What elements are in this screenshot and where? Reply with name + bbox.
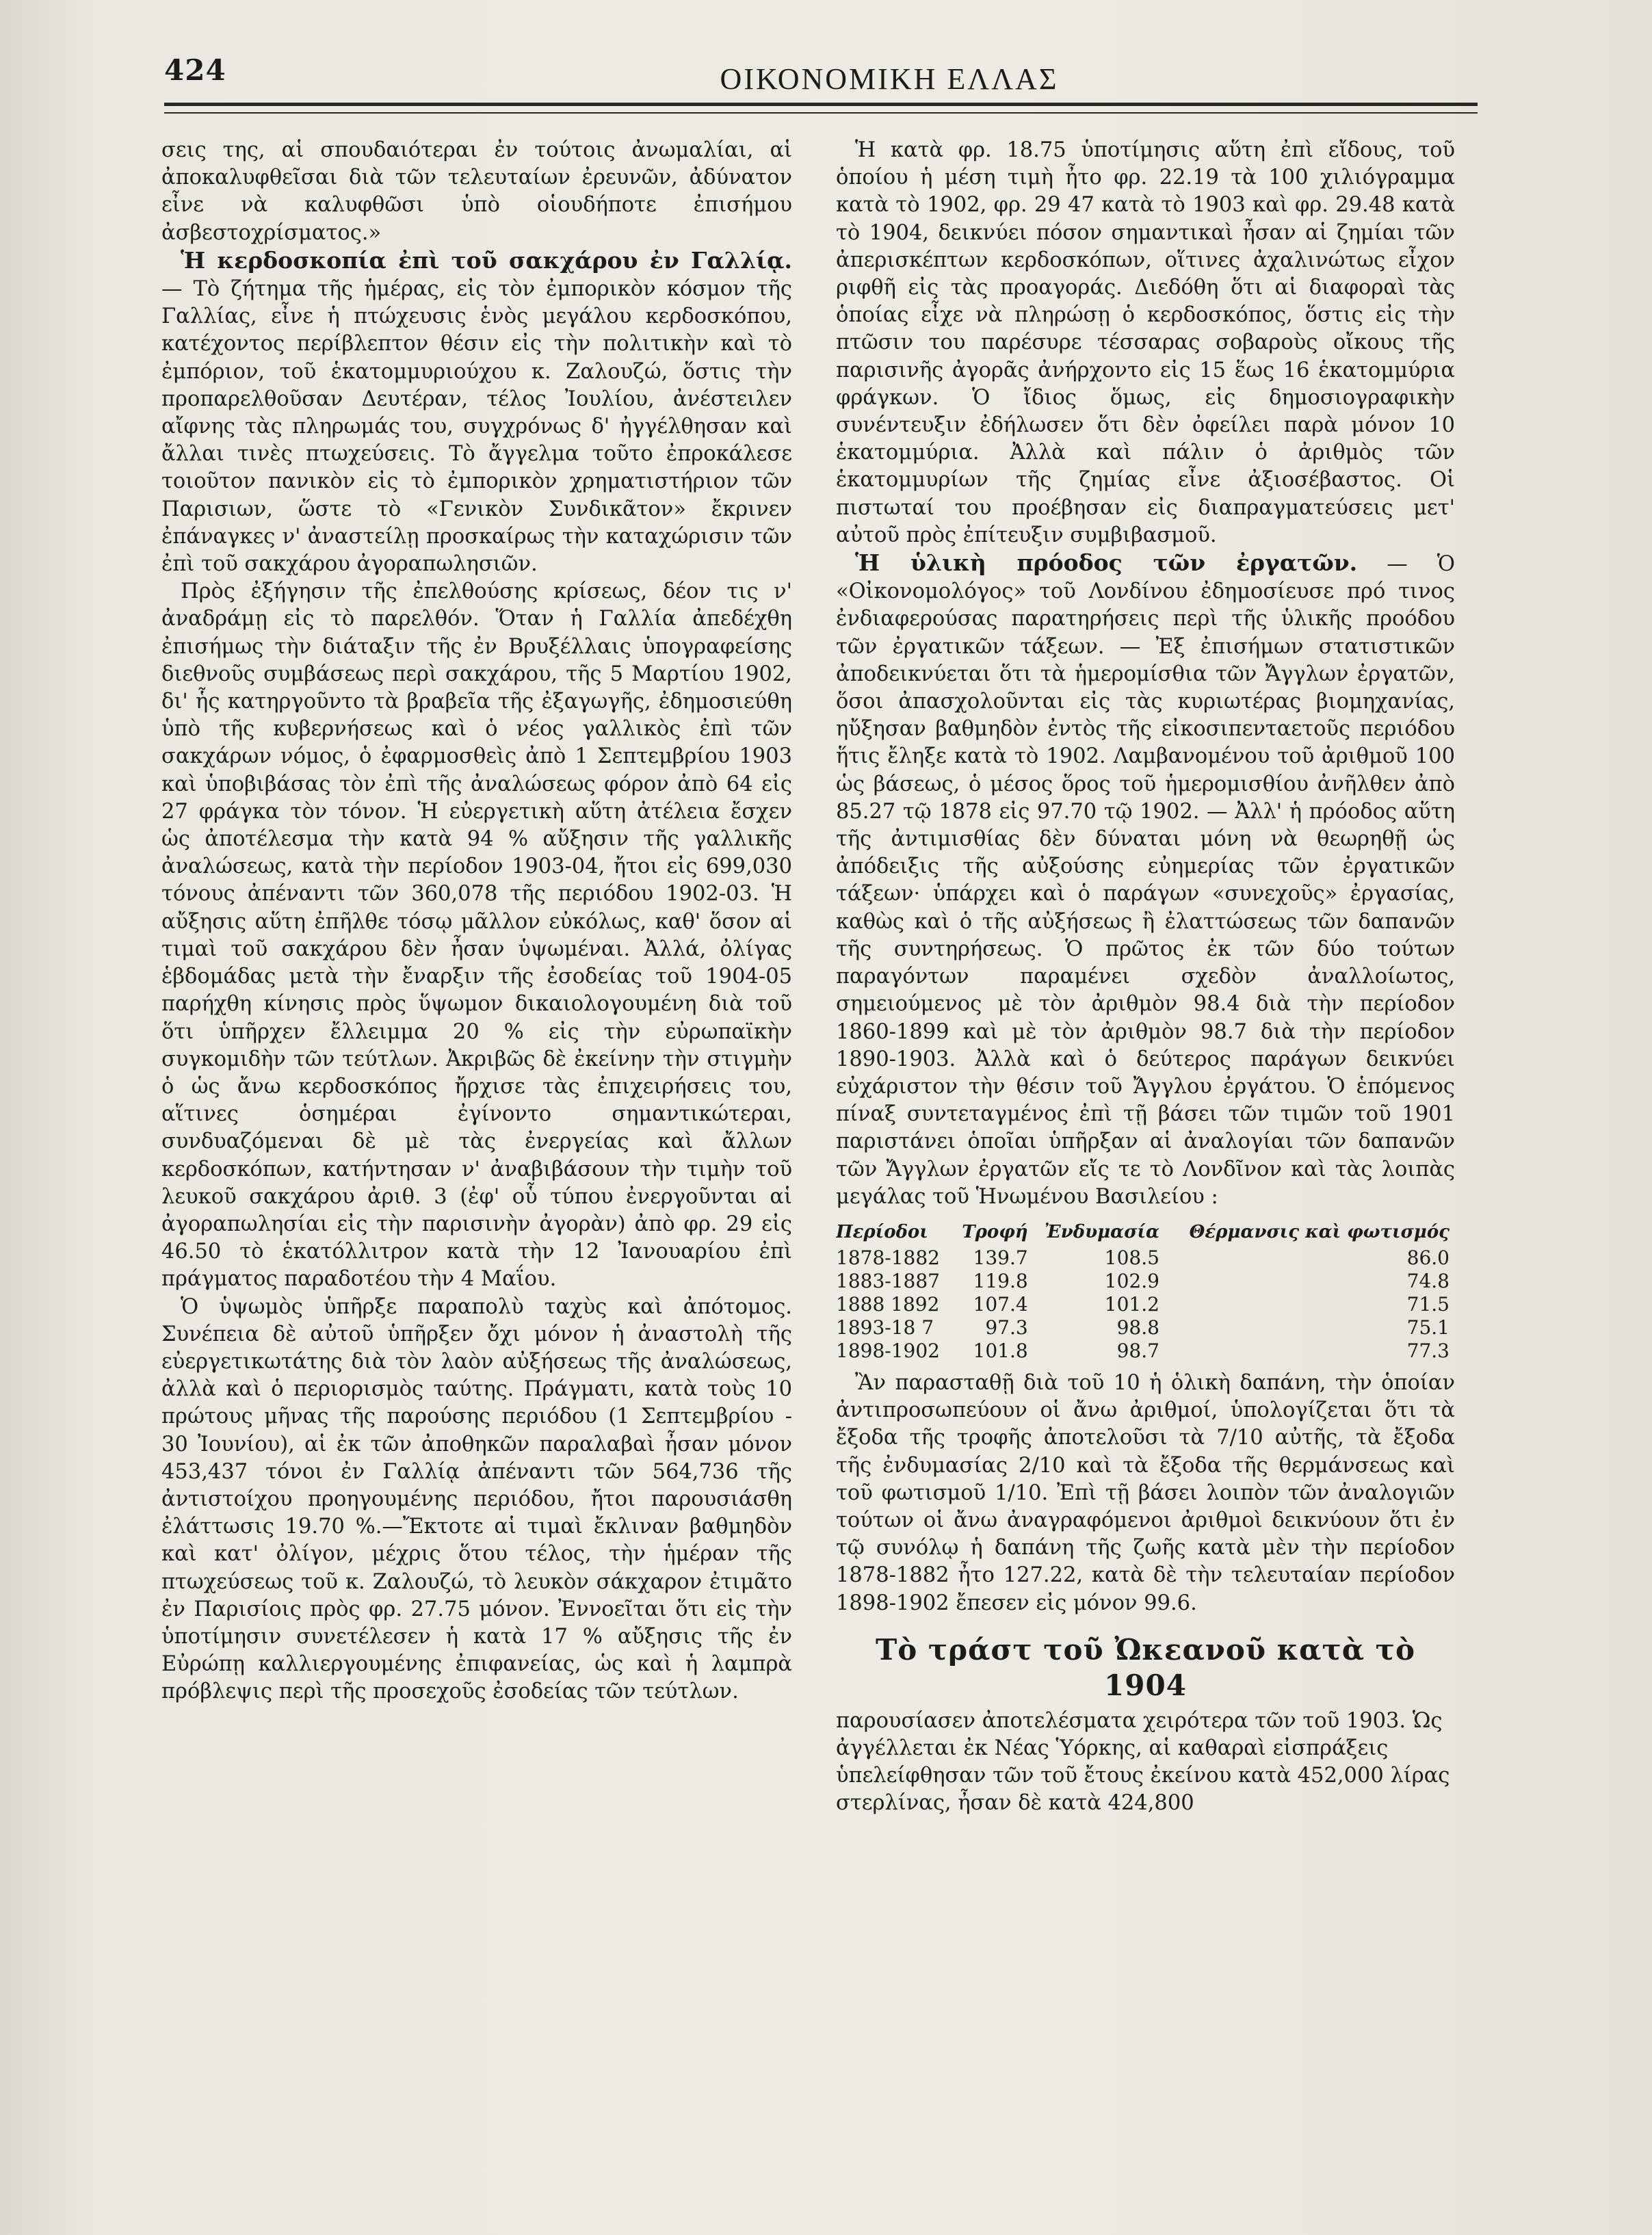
paragraph-text: — Τὸ ζήτημα τῆς ἡμέρας, εἰς τὸν ἐμπορικὸν κόσμον τῆς Γαλλίας, εἶνε ἡ πτώχευσις ἑνὸς μεγάλου κερδοσκόπου, κατέχοντος περίβλεπτον θέσιν εἰς τὴν πολιτικὴν καὶ τὸ ἐμπόριον, τοῦ ἑκατομμυριούχου κ. Ζαλουζώ, ὅστις τὴν προπαρελθοῦσαν Δευτέραν, τέλος Ἰουλίου, ἀνέστειλεν αἴφνης τὰς πληρωμάς του, συγχρόνως δ' ἠγγέλθησαν καὶ ἄλλαι τινὲς πτωχεύσεις. Τὸ ἄγγελμα τοῦτο ἐπροκάλεσε τοιοῦτον πανικὸν εἰς τὸ ἐμπορικὸν χρηματιστήριον τῶν Παρισιων, ὥστε τὸ «Γενικὸν Συνδικᾶτον» ἔκρινεν ἐπάναγκες ν' ἀναστείλῃ προσκαίρως τὴν καταχώρισιν τῶν ἐπὶ τοῦ σακχάρου ἀγοραπωλησιῶν. bbox=[161, 277, 792, 577]
right-column bbox=[836, 137, 1455, 2169]
table-row bbox=[836, 1246, 1455, 1270]
table-cell: 1883-1887 bbox=[836, 1269, 940, 1292]
table-cell: 1878-1882 bbox=[836, 1246, 940, 1269]
header-rule-thick bbox=[164, 103, 1478, 106]
table-row bbox=[836, 1293, 1455, 1316]
running-title: ΟΙΚΟΝΟΜΙΚΗ ΕΛΛΑΣ bbox=[720, 62, 1059, 96]
paragraph-text: — Ὁ «Οἰκονομολόγος» τοῦ Λονδίνου ἐδημοσίευσε πρό τινος ἐνδιαφερούσας παρατηρήσεις περὶ τῆς ὑλικῆς προόδου τῶν ἐργατικῶν τάξεων. — Ἐξ ἐπισήμων στατιστικῶν ἀποδεικνύεται ὅτι τὰ ἡμερομίσθια τῶν Ἄγγλων ἐργατῶν, ὅσοι ἀπασχολοῦνται εἰς τὰς κυριωτέρας βιομηχανίας, ηὔξησαν βαθμηδὸν ἐντὸς τῆς εἰκοσιπενταετοῦς περιόδου ἥτις ἔληξε κατὰ τὸ 1902. Λαμβανομένου τοῦ ἀριθμοῦ 100 ὡς βάσεως, ὁ μέσος ὅρος τοῦ ἡμερομισθίου ἀνῆλθεν ἀπὸ 85.27 τῷ 1878 εἰς 97.70 τῷ 1902. — Ἀλλ' ἡ πρόοδος αὕτη τῆς ἀντιμισθίας δὲν δύναται μόνη νὰ θεωρηθῇ ὡς ἀπόδειξις τῆς αὐξούσης εὐημερίας τῶν ἐργατικῶν τάξεων· ὑπάρχει καὶ ὁ παράγων «συνεχοῦς» ἐργασίας, καθὼς καὶ ὁ τῆς αὐξήσεως ἢ ἐλαττώσεως τῶν δαπανῶν τῆς συντηρήσεως. Ὁ πρῶτος ἐκ τῶν δύο τούτων παραγόντων παραμένει σχεδὸν ἀναλλοίωτος, σημειούμενος μὲ τὸν ἀριθμὸν 98.4 διὰ τὴν περίοδον 1860-1899 καὶ μὲ τὸν ἀριθμὸν 98.7 διὰ τὴν περίοδον 1890-1903. Ἀλλὰ καὶ ὁ δεύτερος παράγων δεικνύει εὐχάριστον τὴν θέσιν τοῦ Ἄγγλου ἐργάτου. Ὁ ἑπόμενος πίναξ συντεταγμένος ἐπὶ τῇ βάσει τῶν τιμῶν τοῦ 1901 παριστάνει ὁποῖαι ὑπῆρξαν αἱ ἀναλογίαι τῶν δαπανῶν τῶν Ἄγγλων ἐργατῶν εἴς τε τὸ Λονδῖνον καὶ τὰς λοιπὰς μεγάλας τοῦ Ἡνωμένου Βασιλείου : bbox=[836, 552, 1455, 1209]
table-cell: 71.5 bbox=[1406, 1292, 1450, 1316]
page-header bbox=[164, 53, 1478, 108]
table-header-cell: Τροφή bbox=[962, 1221, 1028, 1242]
table-row bbox=[836, 1270, 1455, 1293]
table-cell: 139.7 bbox=[973, 1246, 1028, 1269]
left-column bbox=[161, 137, 792, 2169]
table-cell: 97.3 bbox=[985, 1316, 1028, 1339]
paragraph: σεις της, αἱ σπουδαιότεραι ἐν τούτοις ἀνωμαλίαι, αἱ ἀποκαλυφθεῖσαι διὰ τῶν τελευταίων ἐρευνῶν, ἀδύνατον εἶνε νὰ καλυφθῶσι ὑπὸ οἱουδήποτε ἐπισήμου ἀσβεστοχρίσματος.» bbox=[161, 138, 792, 245]
table-cell: 86.0 bbox=[1406, 1246, 1450, 1269]
table-header-cell: Περίοδοι bbox=[836, 1221, 928, 1242]
table-cell: 98.7 bbox=[1116, 1339, 1159, 1362]
expenses-table bbox=[836, 1220, 1455, 1363]
paragraph: παρουσίασεν ἀποτελέσματα χειρότερα τῶν τοῦ 1903. Ὡς ἀγγέλλεται ἐκ Νέας Ὑόρκης, αἱ καθαραὶ εἰσπράξεις ὑπελείφθησαν τῶν τοῦ ἔτους ἐκείνου κατὰ 452,000 λίρας στερλίνας, ἦσαν δὲ κατὰ 424,800 bbox=[836, 1708, 1450, 1816]
section-heading: Ἡ κερδοσκοπία ἐπὶ τοῦ σακχάρου ἐν Γαλλίᾳ. bbox=[181, 246, 792, 274]
section-heading: Ἡ ὑλικὴ πρόοδος τῶν ἐργατῶν. bbox=[855, 549, 1358, 577]
header-rule-thin bbox=[164, 112, 1478, 114]
table-row bbox=[836, 1339, 1455, 1363]
table-cell: 108.5 bbox=[1104, 1246, 1159, 1269]
table-cell: 119.8 bbox=[973, 1269, 1028, 1292]
section-paragraph bbox=[161, 247, 792, 578]
section-paragraph bbox=[836, 549, 1455, 1211]
table-cell: 101.2 bbox=[1104, 1292, 1159, 1316]
table-cell: 1888 1892 bbox=[836, 1292, 940, 1316]
page-number: 424 bbox=[164, 53, 226, 87]
table-cell: 1898-1902 bbox=[836, 1339, 940, 1362]
paragraph: Πρὸς ἐξήγησιν τῆς ἐπελθούσης κρίσεως, δέον τις ν' ἀναδράμῃ εἰς τὸ παρελθόν. Ὅταν ἡ Γαλλία ἀπεδέχθη ἐπισήμως τὴν διάταξιν τῆς ἐν Βρυξέλλαις ὑπογραφείσης διεθνοῦς συμβάσεως περὶ σακχάρου, τῆς 5 Μαρτίου 1902, δι' ἧς κατηργοῦντο τὰ βραβεῖα τῆς ἐξαγωγῆς, ἐδημοσιεύθη ὑπὸ τῆς κυβερνήσεως καὶ ὁ νέος γαλλικὸς ἐπὶ τῶν σακχάρων νόμος, ὁ ἐφαρμοσθεὶς ἀπὸ 1 Σεπτεμβρίου 1903 καὶ ὑποβιβάσας τὸν ἐπὶ τῆς ἀναλώσεως φόρον ἀπὸ 64 εἰς 27 φράγκα τὸν τόνον. Ἡ εὐεργετικὴ αὕτη ἀτέλεια ἔσχεν ὡς ἀποτέλεσμα τὴν κατὰ 94 % αὔξησιν τῆς γαλλικῆς ἀναλώσεως, κατὰ τὴν περίοδον 1903-04, ἤτοι εἰς 699,030 τόνους ἀπέναντι τῶν 360,078 τῆς περιόδου 1902-03. Ἡ αὔξησις αὕτη ἐπῆλθε τόσῳ μᾶλλον εὐκόλως, καθ' ὅσον αἱ τιμαὶ τοῦ σακχάρου δὲν ἦσαν ὑψωμέναι. Ἀλλά, ὀλίγας ἑβδομάδας μετὰ τὴν ἔναρξιν τῆς ἐσοδείας τοῦ 1904-05 παρήχθη κίνησις πρὸς ὕψωμον δικαιολογουμένη διὰ τοῦ ὅτι ὑπῆρχεν ἔλλειμμα 20 % εἰς τὴν εὐρωπαϊκὴν συγκομιδὴν τῶν τεύτλων. Ἀκριβῶς δὲ ἐκείνην τὴν στιγμὴν ὁ ὡς ἄνω κερδοσκόπος ἤρχισε τὰς ἐπιχειρήσεις του, αἵτινες ὁσημέραι ἐγίνοντο σημαντικώτεραι, συνδυαζόμεναι δὲ μὲ τὰς ἐνεργείας καὶ ἄλλων κερδοσκόπων, κατήντησαν ν' ἀναβιβάσουν τὴν τιμὴν τοῦ λευκοῦ σακχάρου ἀριθ. 3 (ἐφ' οὗ τύπου ἐνεργοῦνται αἱ ἀγοραπωλησίαι εἰς τὴν παρισινὴν ἀγορὰν) ἀπὸ φρ. 29 εἰς 46.50 τὸ ἑκατόλλιτρον κατὰ τὴν 12 Ἰανουαρίου ἐπὶ πράγματος παραδοτέου τὴν 4 Μαΐου. bbox=[161, 579, 792, 1292]
table-cell: 98.8 bbox=[1116, 1316, 1159, 1339]
table-cell: 102.9 bbox=[1104, 1269, 1159, 1292]
table-header-cell: Ἐνδυμασία bbox=[1044, 1221, 1159, 1242]
paragraph: Ἡ κατὰ φρ. 18.75 ὑποτίμησις αὕτη ἐπὶ εἴδους, τοῦ ὁποίου ἡ μέση τιμὴ ἦτο φρ. 22.19 τὰ 100 χιλιόγραμμα κατὰ τὸ 1902, φρ. 29 47 κατὰ τὸ 1903 καὶ φρ. 29.48 κατὰ τὸ 1904, δεικνύει πόσον σημαντικαὶ ἦσαν αἱ ζημίαι τῶν ἀπερισκέπτων κερδοσκόπων, οἵτινες ἀχαλινώτως εἶχον ριφθῆ εἰς τὰς προαγοράς. Διεδόθη ὅτι αἱ διαφοραὶ τὰς ὁποίας εἶχε νὰ πληρώσῃ ὁ κερδοσκόπος, ὅστις εἰς τὴν πτῶσιν του παρέσυρε τέσσαρας σοβαροὺς οἴκους τῆς παρισινῆς ἀγορᾶς ἀνήρχοντο εἰς 15 ἕως 16 ἑκατομμύρια φράγκων. Ὁ ἴδιος ὅμως, εἰς δημοσιογραφικὴν συνέντευξιν ἐδήλωσεν ὅτι δὲν ὀφείλει παρὰ μόνον 10 ἑκατομμύρια. Ἀλλὰ καὶ πάλιν ὁ ἀριθμὸς τῶν ἑκατομμυρίων τῆς ζημίας εἶνε ἀξιοσέβαστος. Οἱ πιστωταί του προέβησαν εἰς διαπραγματεύσεις μετ' αὐτοῦ πρὸς ἐπίτευξιν συμβιβασμοῦ. bbox=[836, 138, 1455, 547]
table-header-row bbox=[836, 1220, 1455, 1246]
table-header-cell: Θέρμανσις καὶ φωτισμός bbox=[1189, 1221, 1450, 1242]
section-heading-large: Τὸ τράστ τοῦ Ὠκεανοῦ κατὰ τὸ 1904 bbox=[876, 1632, 1415, 1702]
table-cell: 107.4 bbox=[973, 1292, 1028, 1316]
table-cell: 77.3 bbox=[1406, 1339, 1450, 1362]
table-cell: 1893-18 7 bbox=[836, 1316, 934, 1339]
paragraph: Ἂν παρασταθῇ διὰ τοῦ 10 ἡ ὁλικὴ δαπάνη, τὴν ὁποίαν ἀντιπροσωπεύουν οἱ ἄνω ἀριθμοί, ὑπολογίζεται ὅτι τὰ ἔξοδα τῆς τροφῆς ἀποτελοῦσι τὰ 7/10 αὐτῆς, τὰ ἔξοδα τῆς ἐνδυμασίας 2/10 καὶ τὰ ἔξοδα τῆς θερμάνσεως καὶ τοῦ φωτισμοῦ 1/10. Ἐπὶ τῇ βάσει λοιπὸν τῶν ἀναλογιῶν τούτων οἱ ἄνω ἀναγραφόμενοι ἀριθμοὶ δεικνύουν ὅτι ἐν τῷ συνόλῳ ἡ δαπάνη τῆς ζωῆς κατὰ μὲν τὴν περίοδον 1878-1882 ἦτο 127.22, κατὰ δὲ τὴν τελευταίαν περίοδον 1898-1902 ἔπεσεν εἰς μόνον 99.6. bbox=[836, 1370, 1455, 1615]
table-row bbox=[836, 1316, 1455, 1339]
table-cell: 74.8 bbox=[1406, 1269, 1450, 1292]
table-cell: 101.8 bbox=[973, 1339, 1028, 1362]
paragraph: Ὁ ὑψωμὸς ὑπῆρξε παραπολὺ ταχὺς καὶ ἀπότομος. Συνέπεια δὲ αὐτοῦ ὑπῆρξεν ὄχι μόνον ἡ ἀναστολὴ τῆς εὐεργετικωτάτης διὰ τὸν λαὸν αὐξήσεως τῆς ἀναλώσεως, ἀλλὰ καὶ ὁ περιορισμὸς ταύτης. Πράγματι, κατὰ τοὺς 10 πρώτους μῆνας τῆς παρούσης περιόδου (1 Σεπτεμβρίου - 30 Ἰουνίου), αἱ ἐκ τῶν ἀποθηκῶν παραλαβαὶ ἦσαν μόνον 453,437 τόνοι ἐν Γαλλίᾳ ἀπέναντι τῶν 564,736 τῆς ἀντιστοίχου προηγουμένης περιόδου, ἤτοι παρουσιάσθη ἐλάττωσις 19.70 %.—Ἔκτοτε αἱ τιμαὶ ἔκλιναν βαθμηδὸν καὶ κατ' ὀλίγον, μέχρις ὅτου τέλος, τὴν ἡμέραν τῆς πτωχεύσεως τοῦ κ. Ζαλουζώ, τὸ λευκὸν σάκχαρον ἐτιμᾶτο ἐν Παρισίοις πρὸς φρ. 27.75 μόνον. Ἐννοεῖται ὅτι εἰς τὴν ὑποτίμησιν συνετέλεσεν ἡ κατὰ 17 % αὔξησις τῆς ἐν Εὐρώπῃ καλλιεργουμένης ἐπιφανείας, ὡς καὶ ἡ λαμπρὰ πρόβλεψις περὶ τῆς προσεχοῦς ἐσοδείας τῶν τεύτλων. bbox=[161, 1294, 792, 1704]
table-cell: 75.1 bbox=[1406, 1316, 1450, 1339]
